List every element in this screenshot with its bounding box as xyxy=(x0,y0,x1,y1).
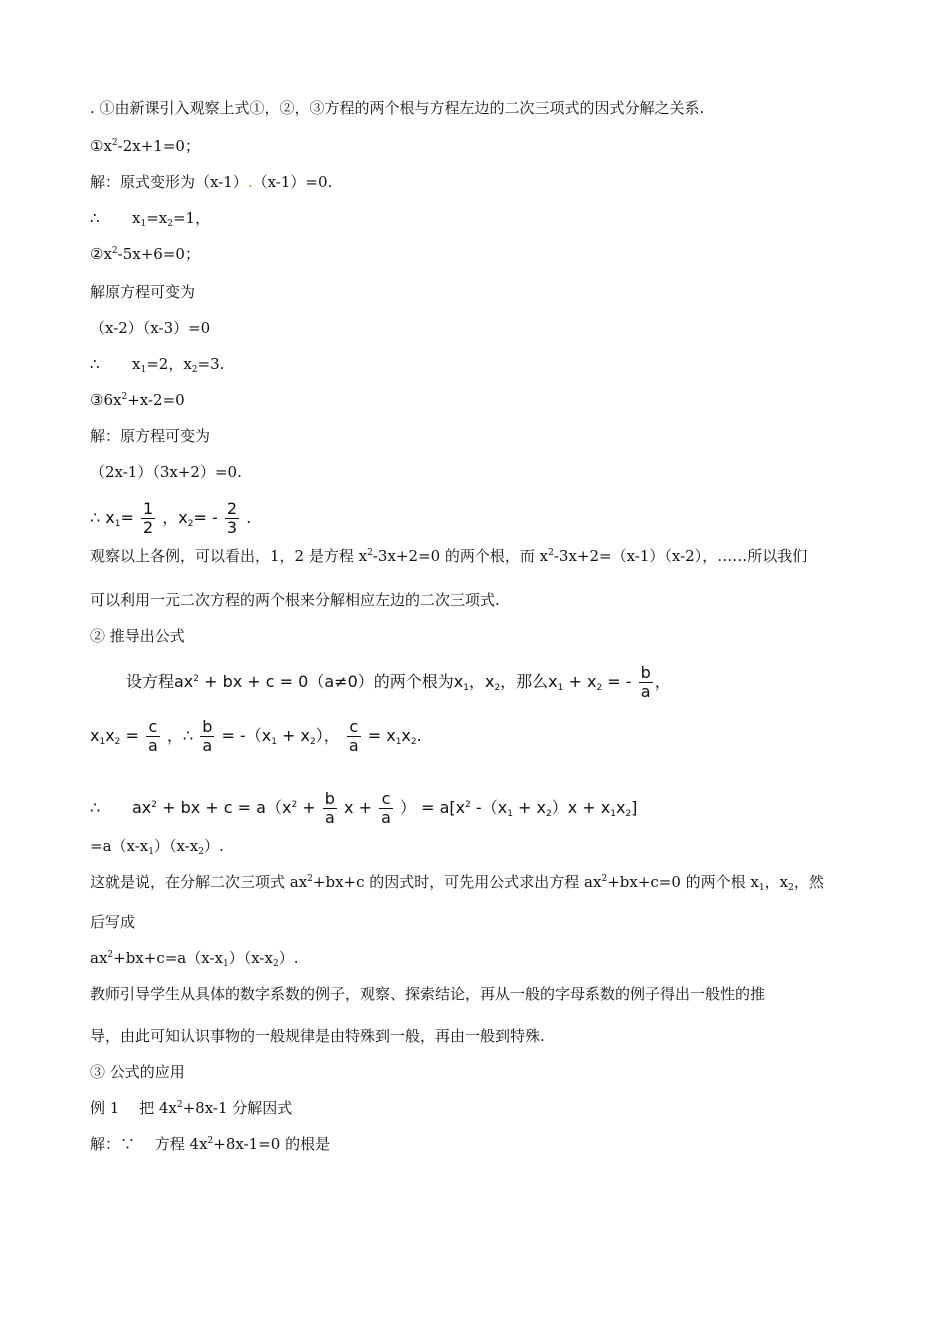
example-1 xyxy=(90,1098,292,1118)
subscript: 2 xyxy=(114,737,121,747)
text: （x-2）（x-3）=0 xyxy=(90,319,211,337)
text: x xyxy=(105,726,115,745)
roots-2 xyxy=(90,354,224,374)
subscript: 2 xyxy=(187,519,194,529)
text: 后写成 xyxy=(90,913,136,931)
text: +bx+c=a（x-x xyxy=(113,949,223,967)
text: ）（x-x xyxy=(153,837,199,855)
denominator: a xyxy=(324,808,335,827)
text: + x xyxy=(512,798,546,817)
text: ∴ x xyxy=(90,508,115,527)
text: ，∴ xyxy=(166,726,194,745)
numerator: 2 xyxy=(226,499,238,518)
text: 解：∵ 方程 4x xyxy=(90,1135,208,1153)
text: = xyxy=(120,508,134,527)
subscript: 1 xyxy=(463,683,469,693)
text: 导，由此可知认识事物的一般规律是由特殊到一般，再由一般到特殊. xyxy=(90,1027,545,1045)
text: 解：原方程可变为 xyxy=(90,427,211,445)
text: ）. xyxy=(203,837,224,855)
subscript: 2 xyxy=(545,809,552,819)
section-derive-formula xyxy=(90,626,185,646)
text: + bx + c = a（x xyxy=(157,798,292,817)
fraction-c-over-a xyxy=(146,718,160,755)
subscript: 1 xyxy=(222,959,229,969)
section-heading: ② 推导出公式 xyxy=(90,627,185,645)
text: +x-2=0 xyxy=(127,391,185,409)
text: ①x xyxy=(90,137,112,155)
formula-line-3 xyxy=(90,790,637,827)
dot-mark: . xyxy=(247,173,253,191)
numerator: c xyxy=(379,790,393,809)
text: ax xyxy=(132,798,152,817)
text: +8x-1 分解因式 xyxy=(182,1099,293,1117)
general-formula xyxy=(90,948,298,968)
text: x xyxy=(132,209,141,227)
denominator: 3 xyxy=(226,518,238,537)
text: . xyxy=(246,508,252,527)
subscript: 1 xyxy=(610,809,616,819)
exponent: 2 xyxy=(111,246,118,256)
text: =1， xyxy=(172,209,211,227)
text: ， xyxy=(654,672,671,691)
text: =3. xyxy=(197,355,225,373)
text: = xyxy=(120,726,139,745)
text: x xyxy=(132,355,141,373)
text: -5x+6=0； xyxy=(117,245,200,263)
formula-line-1 xyxy=(126,664,671,701)
exponent: 2 xyxy=(107,950,114,960)
text: 这就是说，在分解二次三项式 ax xyxy=(90,873,308,891)
exponent: 2 xyxy=(367,548,373,558)
subscript: 2 xyxy=(198,847,204,857)
subscript: 1 xyxy=(114,519,121,529)
subscript: 1 xyxy=(507,809,513,819)
subscript: 1 xyxy=(140,365,147,375)
text: . xyxy=(416,726,422,745)
example-1-solution xyxy=(90,1134,330,1154)
text: ，x xyxy=(162,508,188,527)
fraction-c-over-a xyxy=(347,718,361,755)
fraction-one-half xyxy=(141,500,155,537)
denominator: a xyxy=(640,682,651,701)
subscript: 1 xyxy=(395,737,402,747)
text: + bx + c = 0（a≠0）的两个根为x xyxy=(199,672,464,691)
numerator: c xyxy=(347,718,361,737)
text: ] xyxy=(631,798,638,817)
text: （x-1）=0. xyxy=(252,173,333,191)
text: ）， xyxy=(315,726,340,745)
explanation-line-1 xyxy=(90,872,824,892)
exponent: 2 xyxy=(548,548,554,558)
fraction-c-over-a xyxy=(379,790,393,827)
subscript: 2 xyxy=(167,219,173,229)
text: 教师引导学生从具体的数字系数的例子，观察、探索结论，再从一般的字母系数的例子得出一般性的推 xyxy=(90,985,766,1003)
text: x xyxy=(615,798,626,817)
fraction-b-over-a xyxy=(639,664,653,701)
exponent: 2 xyxy=(207,1136,214,1146)
text: ，x xyxy=(468,672,495,691)
subscript: 2 xyxy=(309,737,316,747)
fraction-two-thirds xyxy=(225,500,239,537)
roots-3 xyxy=(90,500,251,537)
text: x xyxy=(401,726,411,745)
denominator: a xyxy=(148,736,158,755)
formula-line-2 xyxy=(90,718,422,755)
observation-line-1 xyxy=(90,546,807,566)
intro-line xyxy=(90,98,704,118)
text: （2x-1）（3x+2）=0. xyxy=(90,463,242,481)
subscript: 1 xyxy=(758,883,765,893)
observation-line-2 xyxy=(90,590,500,610)
subscript: 1 xyxy=(271,737,277,747)
text: 解：原式变形为（x-1） xyxy=(90,173,248,191)
denominator: a xyxy=(202,736,213,755)
text: 例 1 把 4x xyxy=(90,1099,177,1117)
text: =2，x xyxy=(146,355,192,373)
text: ③6x xyxy=(90,391,122,409)
numerator: 1 xyxy=(142,499,154,518)
exponent: 2 xyxy=(307,874,313,884)
teacher-note-line-1 xyxy=(90,984,765,1004)
therefore-symbol: ∴ xyxy=(90,798,101,817)
text: x + xyxy=(344,798,372,817)
solution-3-intro xyxy=(90,426,210,446)
text: + x xyxy=(563,672,597,691)
text: -（x xyxy=(470,798,508,817)
subscript: 1 xyxy=(148,847,154,857)
subscript: 1 xyxy=(99,737,106,747)
exponent: 2 xyxy=(121,392,128,402)
text: = - xyxy=(602,672,632,691)
roots-1 xyxy=(90,208,210,228)
text: -3x+2=0 的两个根，而 x xyxy=(372,547,549,565)
text: ，然 xyxy=(793,873,824,891)
factor-result xyxy=(90,836,224,856)
exponent: 2 xyxy=(151,800,158,810)
denominator: 2 xyxy=(142,518,154,537)
equation-2 xyxy=(90,244,200,264)
exponent: 2 xyxy=(465,800,471,810)
text: 设方程ax xyxy=(126,672,194,691)
subscript: 2 xyxy=(596,683,603,693)
text: + x xyxy=(276,726,310,745)
text: ） = a[x xyxy=(400,798,466,817)
subscript: 2 xyxy=(494,683,501,693)
solution-2-intro xyxy=(90,282,195,302)
text: 观察以上各例，可以看出，1，2 是方程 x xyxy=(90,547,368,565)
equation-3 xyxy=(90,390,185,410)
text: 可以利用一元二次方程的两个根来分解相应左边的二次三项式. xyxy=(90,591,500,609)
text: =x xyxy=(146,209,168,227)
subscript: 2 xyxy=(410,737,417,747)
solution-1 xyxy=(90,172,332,192)
solution-3-factored xyxy=(90,462,242,482)
text: = - xyxy=(193,508,218,527)
fraction-b-over-a xyxy=(200,718,214,755)
denominator: a xyxy=(381,808,391,827)
exponent: 2 xyxy=(176,1100,183,1110)
text: ，那么x xyxy=(500,672,558,691)
text: . ①由新课引入观察上式①，②，③方程的两个根与方程左边的二次三项式的因式分解之关系. xyxy=(90,99,705,117)
section-apply-formula xyxy=(90,1062,185,1082)
text: = x xyxy=(367,726,396,745)
text: ）（x-x xyxy=(228,949,273,967)
numerator: c xyxy=(146,718,160,737)
exponent: 2 xyxy=(111,138,118,148)
fraction-b-over-a xyxy=(323,790,337,827)
solution-2-factored xyxy=(90,318,210,338)
subscript: 1 xyxy=(140,219,147,229)
numerator: b xyxy=(202,717,213,736)
teacher-note-line-2 xyxy=(90,1026,545,1046)
section-heading: ③ 公式的应用 xyxy=(90,1063,185,1081)
text: +bx+c=0 的两个根 x xyxy=(607,873,759,891)
denominator: a xyxy=(348,736,359,755)
text: x xyxy=(90,726,100,745)
subscript: 2 xyxy=(788,883,794,893)
text: =a（x-x xyxy=(90,837,149,855)
text: +8x-1=0 的根是 xyxy=(213,1135,331,1153)
exponent: 2 xyxy=(601,874,608,884)
subscript: 1 xyxy=(557,683,564,693)
text: ，x xyxy=(764,873,789,891)
subscript: 2 xyxy=(191,365,198,375)
text: -2x+1=0； xyxy=(117,137,200,155)
text: ）x + x xyxy=(551,798,611,817)
numerator: b xyxy=(640,663,651,682)
text: +bx+c 的因式时，可先用公式求出方程 ax xyxy=(312,873,602,891)
therefore-symbol: ∴ xyxy=(90,209,100,227)
numerator: b xyxy=(324,789,335,808)
explanation-line-2 xyxy=(90,912,135,932)
exponent: 2 xyxy=(193,674,200,684)
therefore-symbol: ∴ xyxy=(90,355,100,373)
text: -3x+2=（x-1）（x-2），……所以我们 xyxy=(553,547,808,565)
text: = -（x xyxy=(221,726,272,745)
text: ②x xyxy=(90,245,112,263)
subscript: 2 xyxy=(272,959,279,969)
text: 解原方程可变为 xyxy=(90,283,196,301)
equation-1 xyxy=(90,136,200,156)
subscript: 2 xyxy=(625,809,632,819)
exponent: 2 xyxy=(291,800,298,810)
text: ）. xyxy=(278,949,299,967)
text: + xyxy=(297,798,316,817)
text: ax xyxy=(90,949,108,967)
